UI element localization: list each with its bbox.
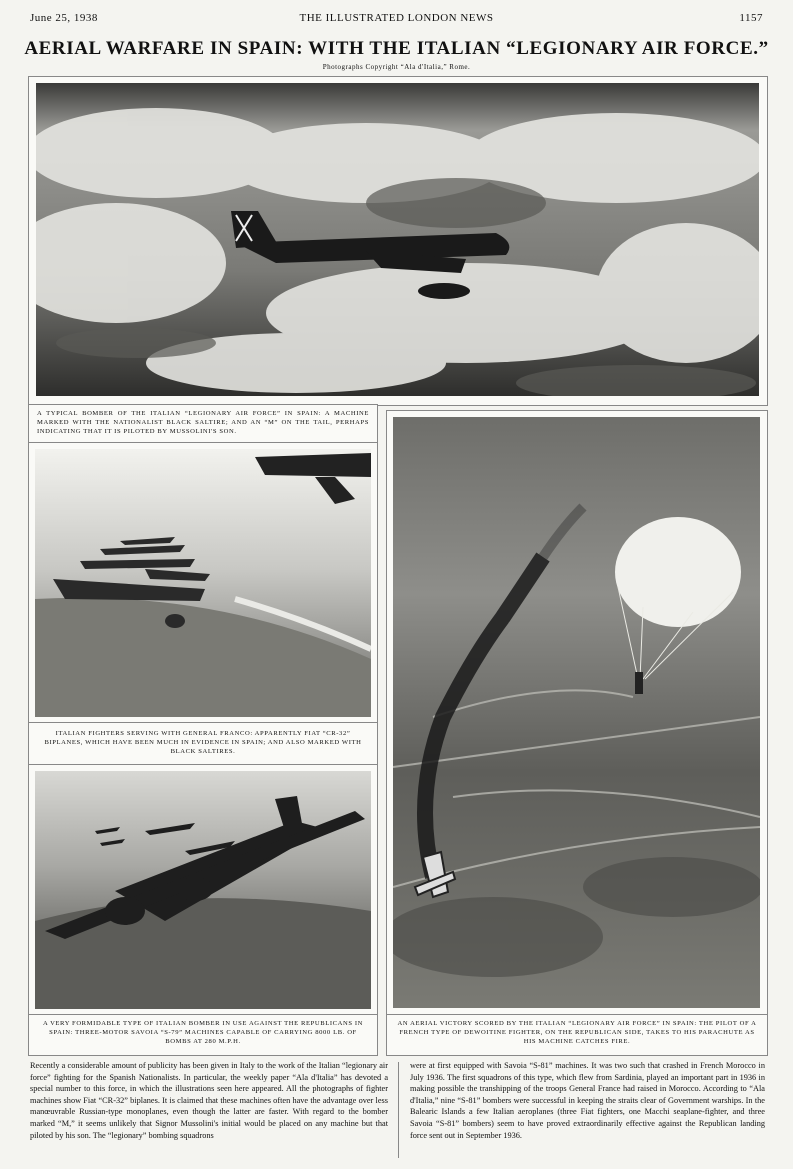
- fighters-caption: ITALIAN FIGHTERS SERVING WITH GENERAL FRANCO: APPARENTLY FIAT “CR-32” BIPLANES, WHICH HAVE BEEN MUCH IN EVIDENCE IN SPAIN; AND ALSO MARKED WITH BLACK SALTIRES.: [44, 730, 362, 755]
- article-left-column: Recently a considerable amount of publicity has been given in Italy to the work of the Italian “legionary air force” fighting for the Spanish Nationalists. In particular, the weekly paper “Ala d'Italia” has devoted a special number to this force, in which the illustrations seen here appeared. All the photographs of fighter machines show Fiat “CR-32” biplanes. It is claimed that these machines often have the advantage over less manœuvrable Russian-type monoplanes, even though the latter are faster. With regard to the bomber marked “M,” it seems unlikely that Signor Mussolini's initial would be placed on any machine but that piloted by his son. The “legionary” bombing squadrons: [30, 1061, 388, 1140]
- parachute-photo-frame: [386, 410, 768, 1016]
- savoia-caption: A VERY FORMIDABLE TYPE OF ITALIAN BOMBER IN USE AGAINST THE REPUBLICANS IN SPAIN: THREE-MOTOR SAVOIA “S-79” MACHINES CAPABLE OF CARRYING 8000 LB. OF BOMBS AT 280 M.P.H.: [42, 1020, 364, 1045]
- top-caption-box: [28, 404, 378, 444]
- top-photo-frame: [28, 76, 768, 406]
- page-title: AERIAL WARFARE IN SPAIN: WITH THE ITALIAN “LEGIONARY AIR FORCE.”: [24, 38, 769, 59]
- fighters-photo-frame: [28, 442, 378, 724]
- savoia-bombers-photo: [35, 771, 371, 1009]
- issue-date: June 25, 1938: [30, 12, 98, 24]
- bottom-right-caption-box: [386, 1014, 768, 1056]
- article-right-column: were at first equipped with Savoia “S-81” machines. It was two such that crashed in French Morocco in July 1936. The first squadrons of this type, which flew from Sardinia, played an important part in 1936 in making possible the transhipping of the troops General France had raised in Morocco. According to “Ala d'Italia,” nine “S-81” bombers were successful in keeping the straits clear of Government warships. In the Balearic Islands a few Italian aeroplanes (three Fiat fighters, one Macchi seaplane-fighter, and three Savoia “S-81” bombers) seem to have proved extraordinarily effective against the Republican landing force sent out in September 1936.: [410, 1061, 765, 1140]
- fiat-fighters-photo: [35, 449, 371, 717]
- page-number: 1157: [739, 12, 763, 24]
- photo-credit: Photographs Copyright “Ala d'Italia,” Rome.: [322, 63, 471, 71]
- middle-caption-box: [28, 722, 378, 766]
- parachute-caption: AN AERIAL VICTORY SCORED BY THE ITALIAN “LEGIONARY AIR FORCE” IN SPAIN: THE PILOT OF A FRENCH TYPE OF DEWOITINE FIGHTER, ON THE REPUBLICAN SIDE, TAKES TO HIS PARACHUTE AS HIS MACHINE CATCHES FIRE.: [397, 1020, 757, 1045]
- top-photo-caption: A TYPICAL BOMBER OF THE ITALIAN “LEGIONARY AIR FORCE” IN SPAIN: A MACHINE MARKED WITH THE NATIONALIST BLACK SALTIRE; AND AN “M” ON THE TAIL, PERHAPS INDICATING THAT IT IS PILOTED BY MUSSOLINI'S SON.: [37, 410, 369, 435]
- savoia-photo-frame: [28, 764, 378, 1016]
- publication-name: THE ILLUSTRATED LONDON NEWS: [299, 12, 494, 24]
- parachute-photo: [393, 417, 760, 1008]
- bottom-left-caption-box: [28, 1014, 378, 1056]
- bomber-over-clouds-photo: [36, 83, 759, 396]
- column-divider: [398, 1062, 399, 1158]
